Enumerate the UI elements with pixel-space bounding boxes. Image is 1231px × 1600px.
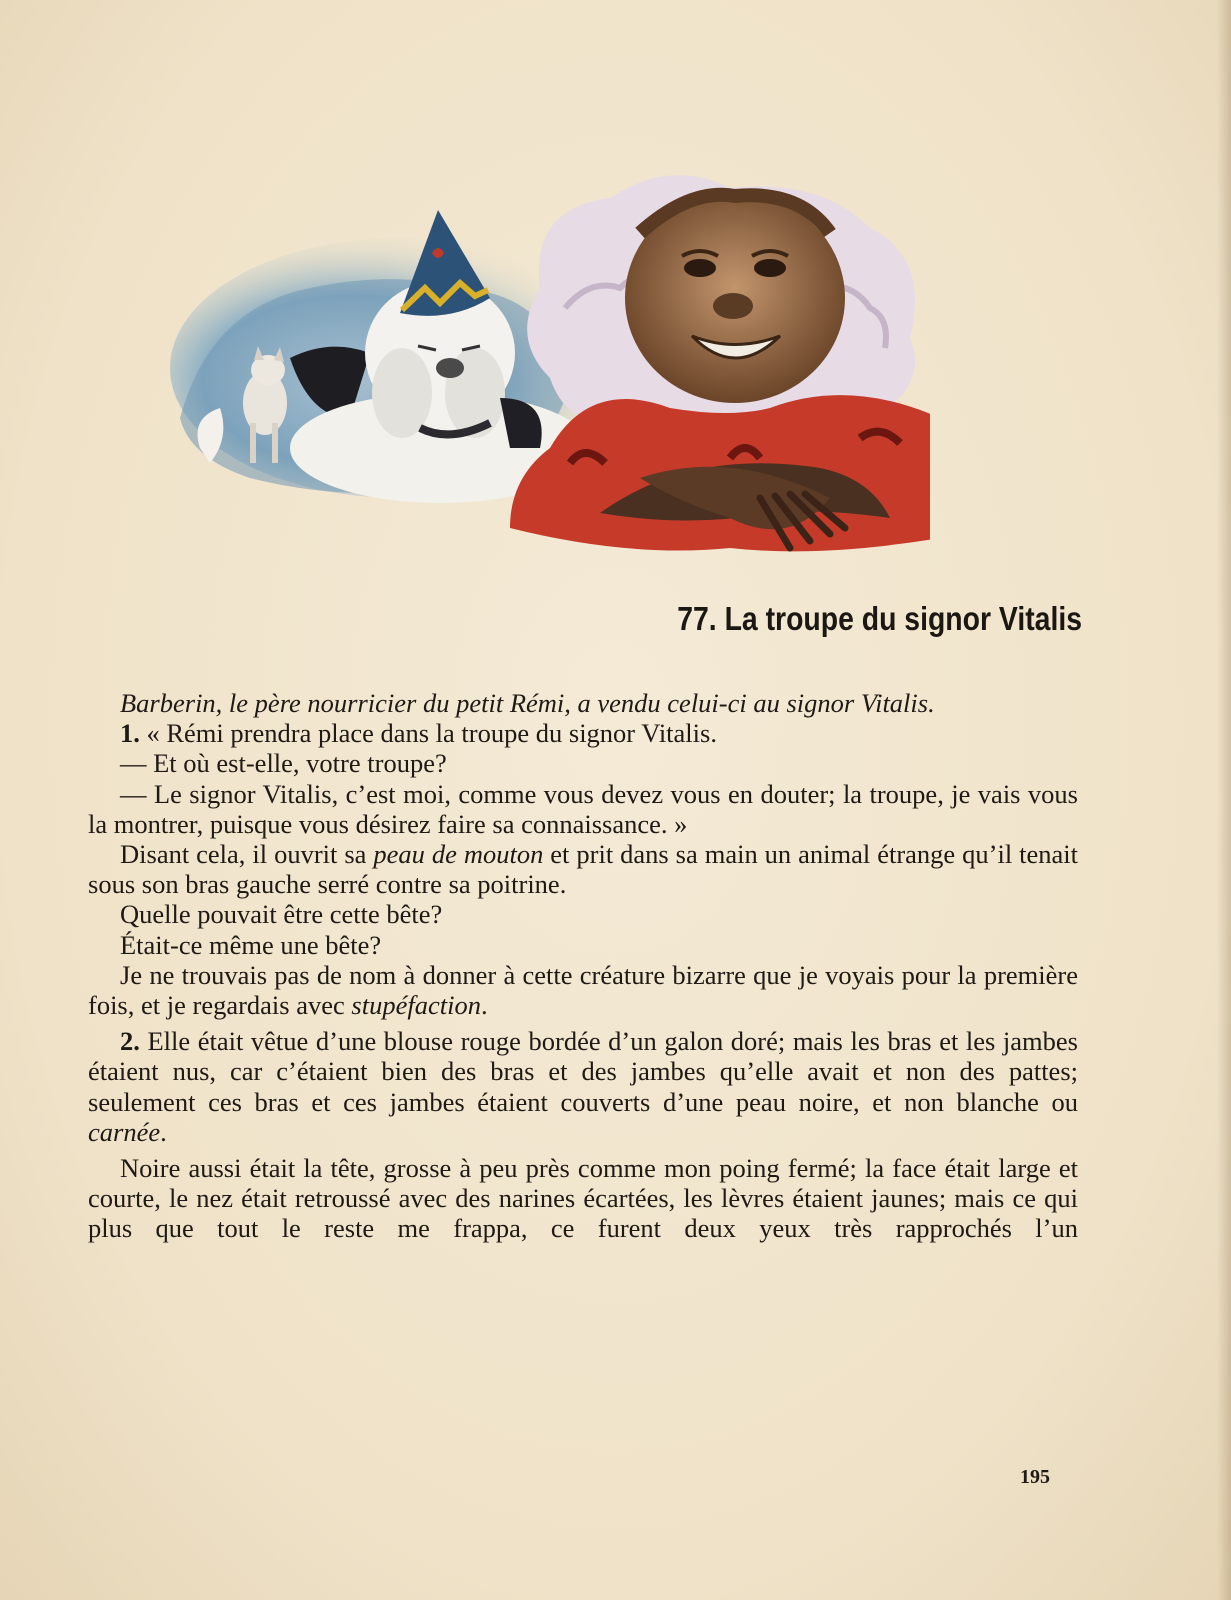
paragraph-4-text-b: et prit dans sa main un animal étrange qu’il tenait sous son bras gauche serré contre sa poitrine. [88, 839, 1078, 900]
page-edge-shadow [1217, 0, 1231, 1600]
emphasis-stupefaction: stupéfaction [351, 990, 481, 1021]
emphasis-carnee: carnée [88, 1116, 161, 1147]
paragraph-7 [88, 960, 1078, 1020]
section-number-1: 1. [120, 718, 140, 749]
paragraph-1 [88, 718, 1078, 748]
paragraph-7-text-a: Je ne trouvais pas de nom à donner à cette créature bizarre que je voyais pour la première fois, et je regardais avec [88, 959, 1078, 1021]
paragraph-6: Était-ce même une bête? [120, 929, 382, 960]
paragraph-1-text: « Rémi prendra place dans la troupe du signor Vitalis. [146, 718, 717, 749]
paragraph-9: Noire aussi était la tête, grosse à peu près comme mon poing fermé; la face était large et courte, le nez était retroussé avec des narines écartées, les lèvres étaient jaunes; mais ce qui plus que tout le reste me frappa, ce furent deux yeux très rapprochés l’un [88, 1153, 1078, 1244]
paragraph-5: Quelle pouvait être cette bête? [120, 899, 443, 930]
paragraph-8-text-b: . [160, 1116, 167, 1147]
intro-paragraph: Barberin, le père nourricier du petit Rémi, a vendu celui-ci au signor Vitalis. [120, 688, 935, 718]
paragraph-4 [88, 839, 1078, 899]
emphasis-peau-de-mouton: peau de mouton [373, 839, 544, 870]
chapter-title: 77. La troupe du signor Vitalis [677, 600, 1082, 637]
section-number-2: 2. [120, 1026, 140, 1057]
page-number: 195 [1020, 1466, 1050, 1488]
paragraph-3: — Le signor Vitalis, c’est moi, comme vous devez vous en douter; la troupe, je vais vous la montrer, puisque vous désirez faire sa connaissance. » [88, 778, 1078, 839]
illustration-monkey-dogs [170, 118, 930, 578]
paragraph-2: — Et où est-elle, votre troupe? [120, 748, 447, 779]
monkey-in-ruff [510, 175, 930, 551]
paragraph-7-text-b: . [480, 990, 488, 1021]
paragraph-8-text-a: Elle était vêtue d’une blouse rouge bordée d’un galon doré; mais les bras et les jambes étaient nus, car c’étaient bien des bras et des jambes qu’elle avait et non des pattes; seulement ces bras et ces jambes étaient couverts d’une peau noire, et non blanche ou [88, 1026, 1078, 1117]
paragraph-8 [88, 1026, 1078, 1147]
paragraph-4-text-a: Disant cela, il ouvrit sa [120, 839, 374, 870]
body-text [88, 688, 1078, 1244]
